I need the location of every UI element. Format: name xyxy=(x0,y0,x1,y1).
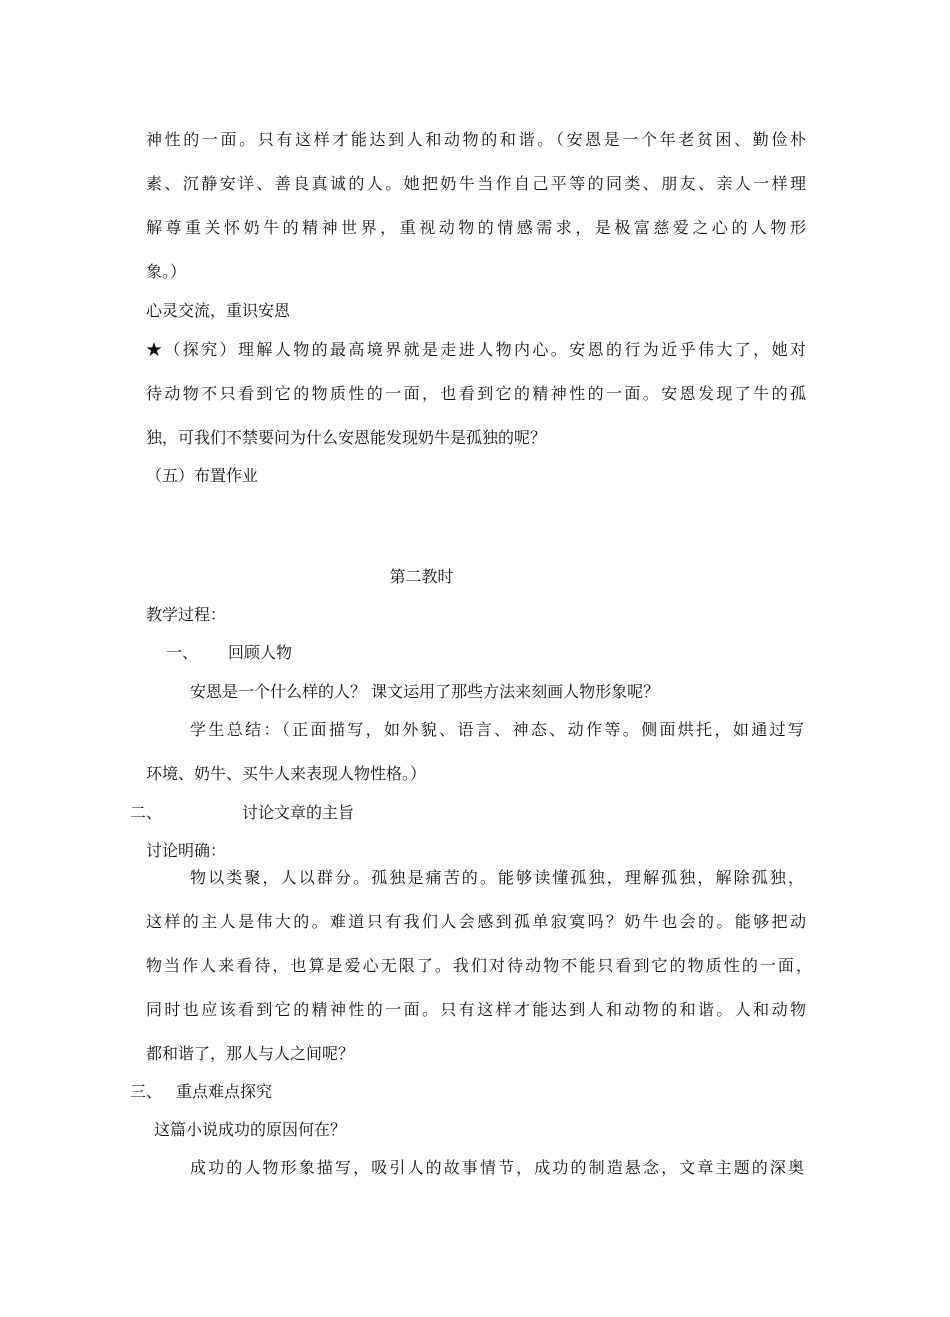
list-heading: 回顾人物 xyxy=(228,643,293,662)
list-number: 一、 xyxy=(166,643,199,662)
paragraph-line: ★（探究）理解人物的最高境界就是走进人物内心。安恩的行为近乎伟大了，她对 xyxy=(146,340,806,359)
paragraph-line: 环境、奶牛、买牛人来表现人物性格。） xyxy=(146,764,427,783)
paragraph-line: 待动物不只看到它的物质性的一面，也看到它的精神性的一面。安恩发现了牛的孤 xyxy=(146,384,806,403)
section-title: 第二教时 xyxy=(389,567,454,586)
list-heading: 重点难点探究 xyxy=(176,1082,273,1101)
paragraph-line: 独，可我们不禁要问为什么安恩能发现奶牛是孤独的呢？ xyxy=(146,428,547,447)
subheading: 讨论明确： xyxy=(146,841,227,860)
paragraph-line: 同时也应该看到它的精神性的一面。只有这样才能达到人和动物的和谐。人和动物 xyxy=(146,1000,806,1019)
paragraph-line: 安恩是一个什么样的人？ 课文运用了那些方法来刻画人物形象呢？ xyxy=(190,682,660,701)
paragraph-line: 学生总结：（正面描写，如外貌、语言、神态、动作等。侧面烘托，如通过写 xyxy=(190,720,804,739)
paragraph-line: 这篇小说成功的原因何在？ xyxy=(154,1120,347,1139)
list-heading: 讨论文章的主旨 xyxy=(242,803,355,822)
paragraph-line: 物当作人来看待，也算是爱心无限了。我们对待动物不能只看到它的物质性的一面， xyxy=(146,956,812,975)
paragraph-line: 这样的主人是伟大的。难道只有我们人会感到孤单寂寞吗？奶牛也会的。能够把动 xyxy=(146,912,806,931)
subheading: 心灵交流，重识安恩 xyxy=(146,301,291,320)
paragraph-line: 成功的人物形象描写，吸引人的故事情节，成功的制造悬念，文章主题的深奥 xyxy=(190,1158,804,1177)
list-number: 三、 xyxy=(130,1082,163,1101)
paragraph-line: 解尊重关怀奶牛的精神世界，重视动物的情感需求，是极富慈爱之心的人物形 xyxy=(146,218,806,237)
paragraph-line: 素、沉静安详、善良真诚的人。她把奶牛当作自己平等的同类、朋友、亲人一样理 xyxy=(146,174,806,193)
paragraph-line: 都和谐了，那人与人之间呢？ xyxy=(146,1044,355,1063)
paragraph-line: 象。） xyxy=(146,262,187,281)
list-number: 二、 xyxy=(130,803,163,822)
paragraph-line: 神性的一面。只有这样才能达到人和动物的和谐。（安恩是一个年老贫困、勤俭朴 xyxy=(146,130,806,149)
subheading: 教学过程： xyxy=(146,605,227,624)
paragraph-line: 物以类聚，人以群分。孤独是痛苦的。能够读懂孤独，理解孤独，解除孤独， xyxy=(190,868,804,887)
subheading: （五）布置作业 xyxy=(146,466,259,485)
